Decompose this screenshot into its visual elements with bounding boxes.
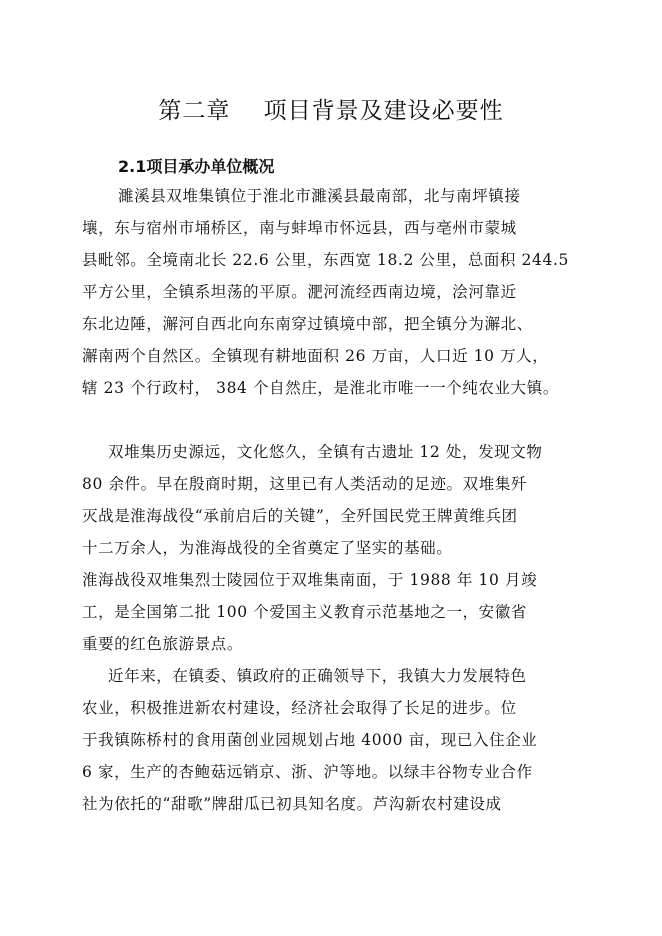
paragraph4-line-5: 社为依托的“甜歌”牌甜瓜已初具知名度。芦沟新农村建设成: [82, 795, 502, 813]
section-heading: 2.1项目承办单位概况: [118, 157, 275, 176]
paragraph1-line-4: 平方公里，全镇系坦荡的平原。淝河流经西南边境，浍河靠近: [82, 283, 517, 301]
paragraph2-line-3: 灭战是淮海战役“承前启后的关键”，全歼国民党王牌黄维兵团: [82, 507, 518, 525]
paragraph1-line-6: 澥南两个自然区。全镇现有耕地面积 26 万亩，人口近 10 万人，: [82, 347, 549, 365]
paragraph4-line-4: 6 家，生产的杏鲍菇远销京、浙、沪等地。以绿丰谷物专业合作: [82, 763, 533, 781]
chapter-title: 第二章 项目背景及建设必要性: [158, 98, 504, 124]
paragraph2-line-4: 十二万余人，为淮海战役的全省奠定了坚实的基础。: [82, 539, 453, 557]
paragraph1-line-3: 县毗邻。全境南北长 22.6 公里，东西宽 18.2 公里，总面积 244.5: [82, 251, 569, 269]
paragraph1-line-2: 壤，东与宿州市埇桥区，南与蚌埠市怀远县，西与亳州市蒙城: [82, 219, 517, 237]
paragraph3-line-2: 工，是全国第二批 100 个爱国主义教育示范基地之一，安徽省: [82, 603, 527, 621]
paragraph2-line-1: 双堆集历史源远，文化悠久，全镇有古遗址 12 处，发现文物: [108, 443, 543, 461]
paragraph2-line-2: 80 余件。早在殷商时期，这里已有人类活动的足迹。双堆集歼: [82, 475, 528, 493]
paragraph1-line-5: 东北边陲，澥河自西北向东南穿过镇境中部，把全镇分为澥北、: [82, 315, 533, 333]
paragraph4-line-1: 近年来，在镇委、镇政府的正确领导下，我镇大力发展特色: [108, 667, 527, 685]
paragraph3-line-1: 淮海战役双堆集烈士陵园位于双堆集南面，于 1988 年 10 月竣: [82, 571, 538, 589]
paragraph1-line-7: 辖 23 个行政村， 384 个自然庄，是淮北市唯一一个纯农业大镇。: [82, 379, 559, 397]
paragraph4-line-3: 于我镇陈桥村的食用菌创业园规划占地 4000 亩，现已入住企业: [82, 731, 538, 749]
paragraph3-line-3: 重要的红色旅游景点。: [82, 635, 244, 653]
paragraph1-line-1: 濉溪县双堆集镇位于淮北市濉溪县最南部，北与南坪镇接: [118, 187, 521, 205]
paragraph4-line-2: 农业，积极推进新农村建设，经济社会取得了长足的进步。位: [82, 699, 517, 717]
